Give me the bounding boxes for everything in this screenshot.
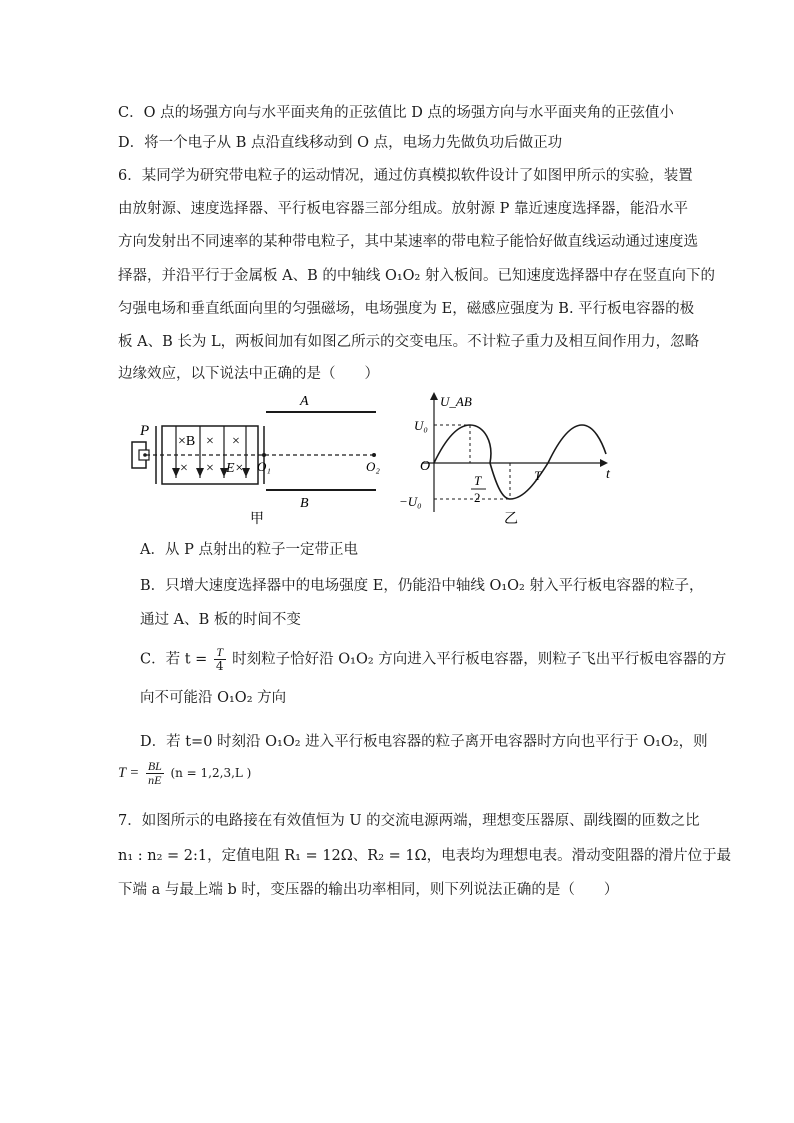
fraction-numerator: BL — [147, 758, 162, 773]
q6-c-prefix: C．若 t = — [140, 651, 208, 668]
label-b-field: ×B — [178, 434, 196, 449]
label-o2: O₂ — [366, 459, 380, 474]
q6-option-d-2 — [118, 758, 251, 788]
label-p: P — [140, 423, 150, 439]
point-o1 — [262, 453, 266, 457]
q6-line-5: 匀强电场和垂直纸面向里的匀强磁场，电场强度为 E，磁感应强度为 B. 平行板电容器的极 — [118, 301, 695, 317]
q6-d-prefix: T = — [118, 765, 140, 781]
label-plate-b: B — [300, 496, 309, 511]
q6-line-7: 边缘效应，以下说法中正确的是（ ） — [118, 366, 379, 382]
q7-line-3: 下端 a 与最上端 b 时，变压器的输出功率相同，则下列说法正确的是（ ） — [118, 882, 619, 898]
label-origin: O — [420, 459, 431, 474]
q6-d-range: (n = 1,2,3,L ) — [170, 766, 252, 780]
q6-option-c-2: 向不可能沿 O₁O₂ 方向 — [140, 690, 287, 706]
q6-option-b-2: 通过 A、B 板的时间不变 — [140, 612, 301, 628]
sine-wave — [434, 425, 606, 499]
q6-figure — [128, 390, 618, 534]
caption-yi: 乙 — [504, 512, 518, 527]
q6-option-c-1 — [140, 646, 726, 673]
fraction-denominator: 4 — [215, 659, 224, 673]
q7-line-1: 7．如图所示的电路接在有效值恒为 U 的交流电源两端，理想变压器原、副线圈的匝数之比 — [118, 813, 700, 829]
q6-option-b-1: B．只增大速度选择器中的电场强度 E，仍能沿中轴线 O₁O₂ 射入平行板电容器的粒子， — [140, 578, 704, 594]
fraction-numerator: T — [214, 646, 226, 660]
label-t-half-num: T — [474, 473, 482, 488]
q7-line-2: n₁ : n₂ = 2:1，定值电阻 R₁ = 12Ω、R₂ = 1Ω，电表均为理想电表。滑动变阻器的滑片位于最 — [118, 848, 732, 864]
cross-mark: × — [206, 434, 214, 449]
option-d-q5: D．将一个电子从 B 点沿直线移动到 O 点，电场力先做负功后做正功 — [118, 135, 563, 151]
label-neg-u0: −U₀ — [399, 494, 422, 509]
q6-line-1: 6．某同学为研究带电粒子的运动情况，通过仿真模拟软件设计了如图甲所示的实验，装置 — [118, 168, 693, 184]
fraction-t-over-4 — [214, 646, 226, 673]
label-e: E× — [226, 461, 244, 476]
q6-line-3: 方向发射出不同速率的某种带电粒子，其中某速率的带电粒子能恰好做直线运动通过速度选 — [118, 234, 698, 250]
label-uab: U_AB — [440, 394, 472, 409]
figure-yi — [399, 392, 611, 527]
caption-jia: 甲 — [250, 512, 264, 527]
q6-line-6: 板 A、B 长为 L，两板间加有如图乙所示的交变电压。不计粒子重力及相互间作用力，忽略 — [118, 334, 700, 350]
fraction-denominator: nE — [148, 772, 162, 787]
cross-mark: × — [232, 434, 240, 449]
label-t-axis: t — [606, 467, 610, 482]
label-t-period: T — [534, 468, 542, 483]
label-u0: U₀ — [414, 418, 428, 433]
q6-line-2: 由放射源、速度选择器、平行板电容器三部分组成。放射源 P 靠近速度选择器，能沿水平 — [118, 201, 688, 217]
fraction-bl-over-ne — [146, 760, 164, 787]
q6-c-rest: 时刻粒子恰好沿 O₁O₂ 方向进入平行板电容器，则粒子飞出平行板电容器的方 — [232, 651, 727, 668]
q6-line-4: 择器，并沿平行于金属板 A、B 的中轴线 O₁O₂ 射入板间。已知速度选择器中存在竖直向下的 — [118, 268, 715, 284]
q6-figure-svg — [128, 390, 618, 530]
q6-option-a: A．从 P 点射出的粒子一定带正电 — [140, 542, 358, 558]
label-t-half-den: 2 — [474, 490, 481, 505]
option-c-q5: C．O 点的场强方向与水平面夹角的正弦值比 D 点的场强方向与水平面夹角的正弦值小 — [118, 105, 674, 121]
q6-option-d-1: D．若 t=0 时刻沿 O₁O₂ 进入平行板电容器的粒子离开电容器时方向也平行于 O₁O₂，则 — [140, 734, 708, 750]
label-o1: O₁ — [257, 459, 271, 474]
figure-jia — [132, 394, 380, 527]
cross-mark: × — [206, 461, 214, 476]
label-plate-a: A — [300, 394, 309, 409]
point-o2 — [372, 453, 376, 457]
cross-mark: × — [180, 461, 188, 476]
